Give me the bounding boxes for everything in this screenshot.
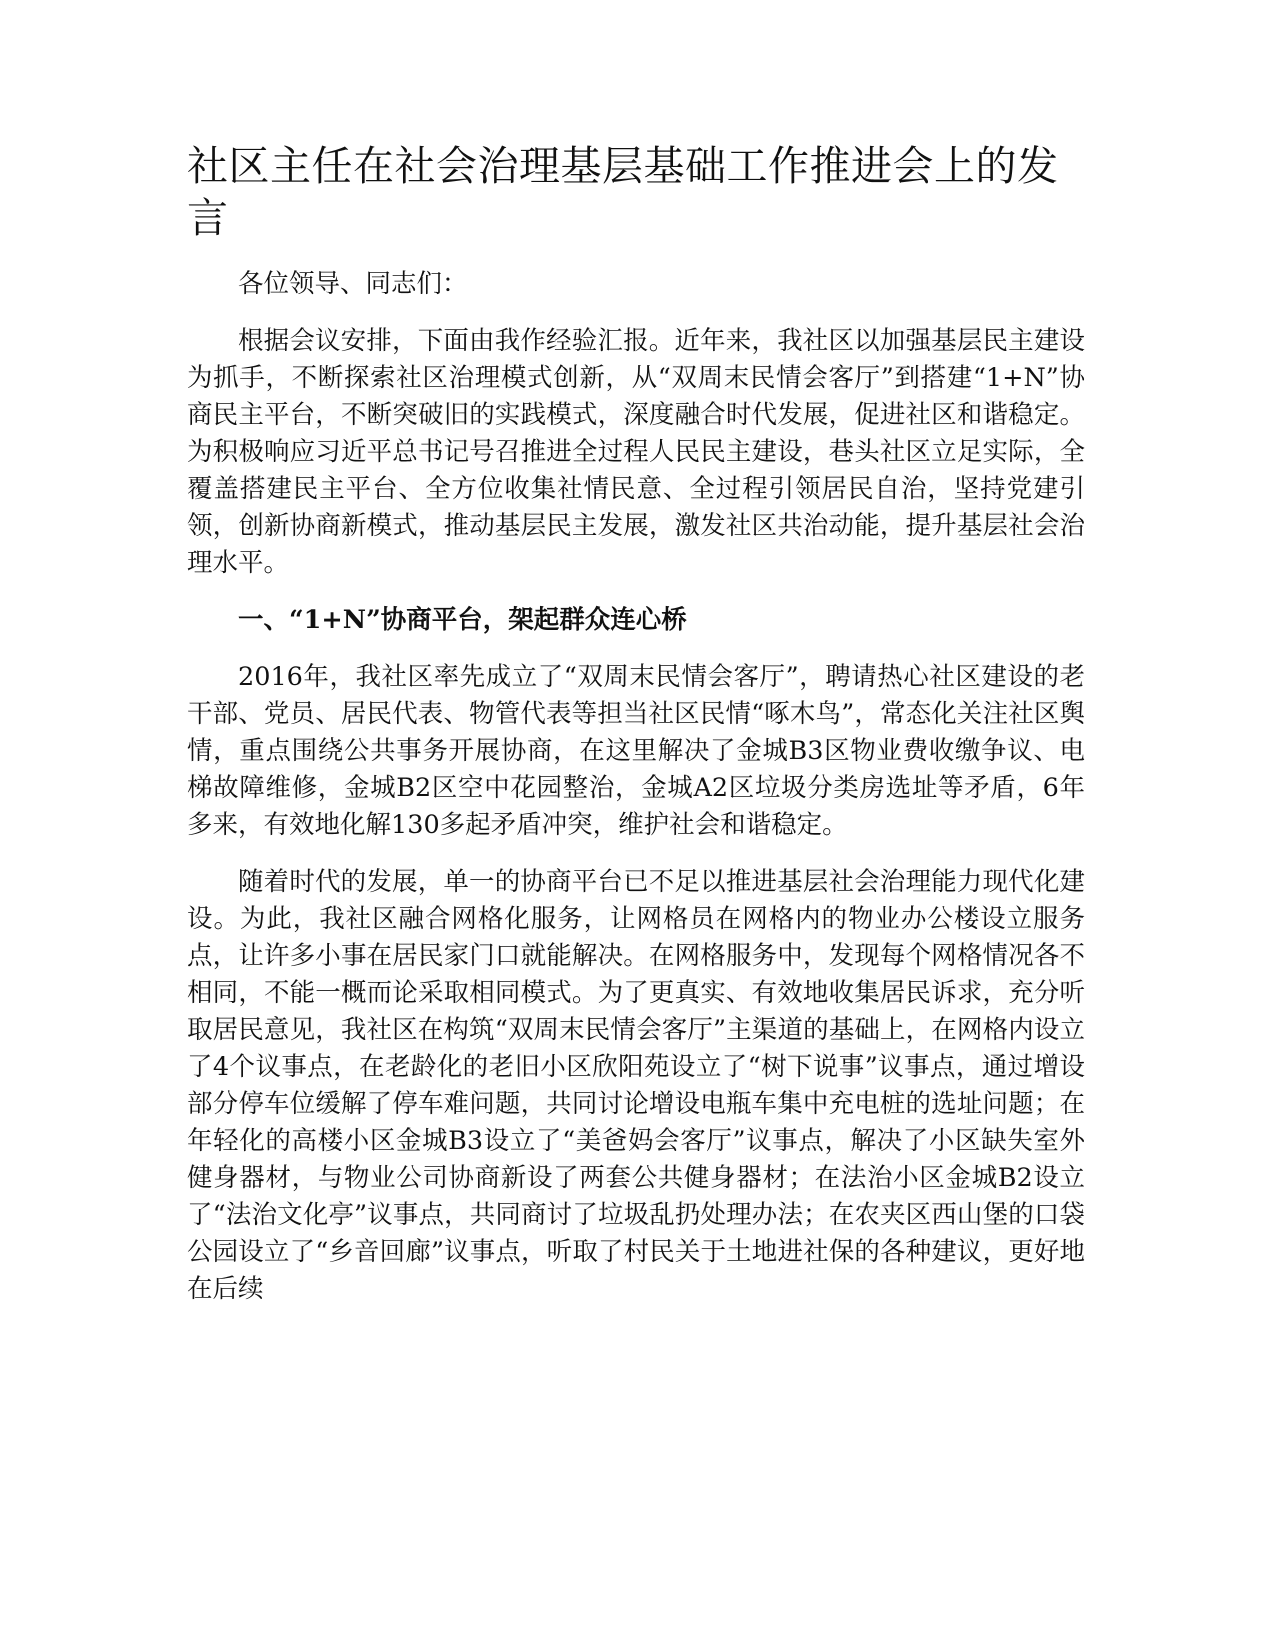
- section1-paragraph-1: 2016年，我社区率先成立了“双周末民情会客厅”，聘请热心社区建设的老干部、党员、居民代表、物管代表等担当社区民情“啄木鸟”，常态化关注社区舆情，重点围绕公共事务开展协商，在这里解决了金城B3区物业费收缴争议、电梯故障维修，金城B2区空中花园整治，金城A2区垃圾分类房选址等矛盾，6年多来，有效地化解130多起矛盾冲突，维护社会和谐稳定。: [187, 662, 1085, 840]
- section-heading-1: 一、“1+N”协商平台，架起群众连心桥: [238, 605, 687, 635]
- intro-paragraph: 根据会议安排，下面由我作经验汇报。近年来，我社区以加强基层民主建设为抓手，不断探索社区治理模式创新，从“双周末民情会客厅”到搭建“1+N”协商民主平台，不断突破旧的实践模式，深度融合时代发展，促进社区和谐稳定。为积极响应习近平总书记号召推进全过程人民民主建设，巷头社区立足实际，全覆盖搭建民主平台、全方位收集社情民意、全过程引领居民自治，坚持党建引领，创新协商新模式，推动基层民主发展，激发社区共治动能，提升基层社会治理水平。: [187, 326, 1085, 578]
- greeting-line: 各位领导、同志们：: [238, 269, 468, 299]
- section1-paragraph-2: 随着时代的发展，单一的协商平台已不足以推进基层社会治理能力现代化建设。为此，我社区融合网格化服务，让网格员在网格内的物业办公楼设立服务点，让许多小事在居民家门口就能解决。在网格服务中，发现每个网格情况各不相同，不能一概而论采取相同模式。为了更真实、有效地收集居民诉求，充分听取居民意见，我社区在构筑“双周末民情会客厅”主渠道的基础上，在网格内设立了4个议事点，在老龄化的老旧小区欣阳苑设立了“树下说事”议事点，通过增设部分停车位缓解了停车难问题，共同讨论增设电瓶车集中充电桩的选址问题；在年轻化的高楼小区金城B3设立了“美爸妈会客厅”议事点，解决了小区缺失室外健身器材，与物业公司协商新设了两套公共健身器材；在法治小区金城B2设立了“法治文化亭”议事点，共同商讨了垃圾乱扔处理办法；在农夹区西山堡的口袋公园设立了“乡音回廊”议事点，听取了村民关于土地进社保的各种建议，更好地在后续: [187, 867, 1085, 1304]
- document-title: 社区主任在社会治理基层基础工作推进会上的发言: [187, 142, 1059, 242]
- document-body: [187, 140, 1085, 1328]
